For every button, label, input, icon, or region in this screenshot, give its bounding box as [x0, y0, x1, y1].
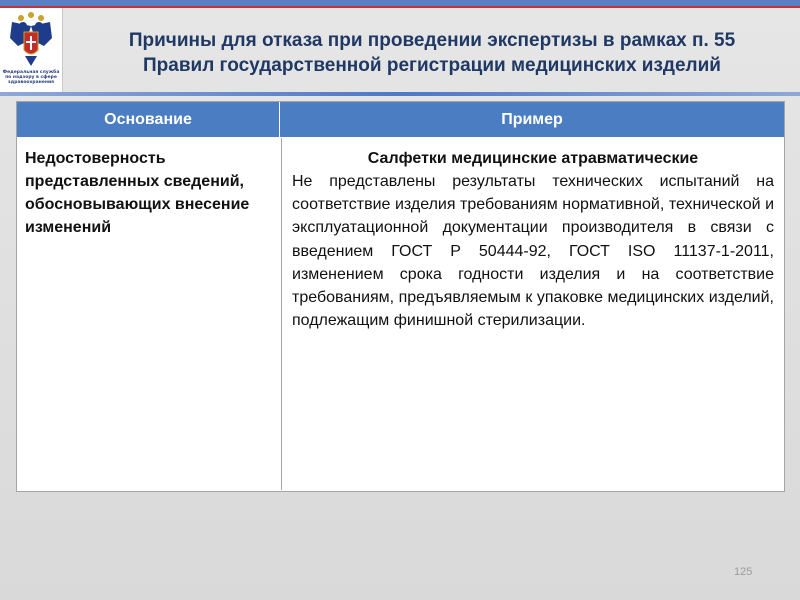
- header-example: Пример: [501, 110, 563, 128]
- basis-cell: Недостоверность представленных сведений, обосновывающих внесение изменений: [17, 138, 282, 490]
- table-row: [17, 138, 784, 490]
- header-basis: Основание: [17, 102, 280, 137]
- slide-title-line-1: Причины для отказа при проведении экспертизы в рамках п. 55: [128, 30, 736, 51]
- title-divider: [0, 92, 800, 96]
- agency-caption: Федеральная служба по надзору в сфере здравоохранения: [2, 70, 60, 85]
- agency-logo: [0, 8, 63, 92]
- slide-title-line-2: Правил государственной регистрации медицинских изделий: [143, 55, 721, 76]
- example-cell: [282, 138, 784, 490]
- example-text: Не представлены результаты технических испытаний на соответствие изделия требованиям нормативной, технической и эксплуатационной документации производителя в связи с введением ГОСТ Р 50444-92, ГОСТ ISO 11137-1-2011, изменением срока годности изделия и на соответствие требованиям, предъявляемым к упаковке медицинских изделий, подлежащим финишной стерилизации.: [292, 173, 774, 330]
- example-title: Салфетки медицинские атравматические: [367, 150, 699, 167]
- page-number: 125: [734, 566, 753, 578]
- slide-title: [70, 28, 794, 78]
- double-headed-eagle-emblem-icon: [8, 12, 54, 68]
- reasons-table: [16, 101, 785, 492]
- table-header-row: [17, 102, 784, 138]
- top-red-line: [0, 6, 800, 8]
